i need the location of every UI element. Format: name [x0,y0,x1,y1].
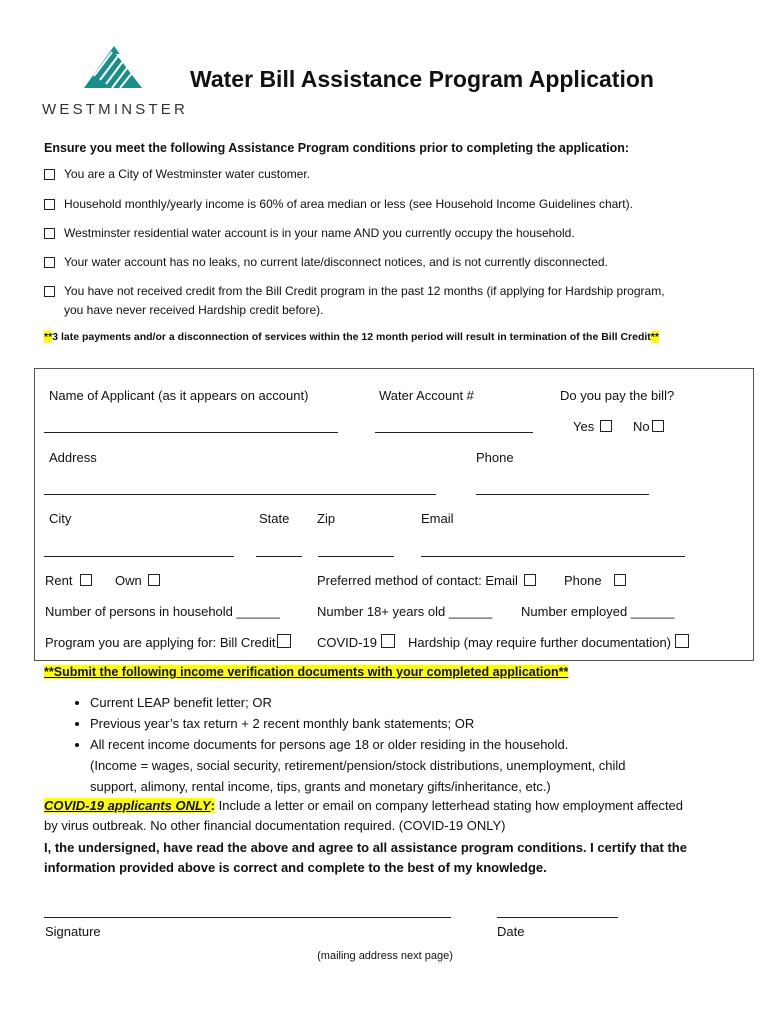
submit-documents-header [44,665,568,679]
signature-field[interactable] [44,917,451,918]
account-number-label: Water Account # [379,388,474,403]
own-option [115,573,160,588]
covid-label: COVID-19 [317,635,377,650]
checkbox[interactable] [44,257,55,268]
date-label: Date [497,924,525,939]
covid-note [44,796,744,836]
email-field[interactable] [421,556,685,557]
hardship-label: Hardship (may require further documentation) [408,635,672,650]
covid-note-text: Include a letter or email on company letterhead stating how employment affected [214,798,684,813]
state-field[interactable] [256,556,302,557]
own-checkbox[interactable] [148,574,160,586]
list-item: • Previous year’s tax return + 2 recent monthly bank statements; OR [90,713,770,734]
yes-option [573,419,612,434]
condition-item [44,227,575,243]
no-checkbox[interactable] [652,420,664,432]
condition-text: You have not received credit from the Bill Credit program in the past 12 months (if applying for Hardship program, [64,284,665,298]
conditions-header: Ensure you meet the following Assistance Program conditions prior to completing the application: [44,141,630,155]
covid-note-label: COVID-19 applicants ONLY [44,798,211,813]
signature-label: Signature [45,924,101,939]
yes-checkbox[interactable] [600,420,612,432]
applicant-name-field[interactable] [44,432,338,433]
household-persons-field[interactable]: Number of persons in household ______ [45,604,280,619]
city-field[interactable] [44,556,234,557]
termination-warning [44,331,659,343]
list-item-text-cont: support, alimony, rental income, tips, grants and monetary gifts/inheritance, etc.) [90,779,551,794]
email-label: Email [421,511,454,526]
bill-credit-checkbox[interactable] [277,634,291,648]
own-label: Own [115,573,142,588]
condition-text: Your water account has no leaks, no current late/disconnect notices, and is not currently disconnected. [64,255,608,269]
list-item: • Current LEAP benefit letter; OR [90,692,770,713]
hardship-checkbox[interactable] [675,634,689,648]
checkbox[interactable] [44,286,55,297]
phone-label: Phone [476,450,514,465]
checkbox[interactable] [44,228,55,239]
city-label: City [49,511,72,526]
condition-text-cont: you have never received Hardship credit before). [64,303,324,317]
westminster-logo [42,46,192,121]
address-label: Address [49,450,97,465]
contact-phone-label: Phone [564,573,602,588]
certify-line-2: information provided above is correct and complete to the best of my knowledge. [44,860,547,875]
program-bill-credit-option [45,634,291,650]
state-label: State [259,511,290,526]
zip-field[interactable] [318,556,394,557]
certification-statement [44,838,744,878]
checkbox[interactable] [44,199,55,210]
no-label: No [633,419,650,434]
condition-text: Household monthly/yearly income is 60% of area median or less (see Household Income Guidelines chart). [64,197,633,211]
zip-label: Zip [317,511,336,526]
covid-note-colon: : [210,798,215,813]
contact-method-option [317,573,536,588]
rent-label: Rent [45,573,73,588]
program-label: Program you are applying for: Bill Credit [45,635,276,650]
condition-item [44,285,665,320]
documents-list [44,692,770,797]
list-item-text: All recent income documents for persons age 18 or older residing in the household. [90,737,569,752]
condition-item [44,256,608,272]
condition-text: You are a City of Westminster water customer. [64,167,311,181]
contact-email-checkbox[interactable] [524,574,536,586]
employed-count-field[interactable]: Number employed ______ [521,604,675,619]
list-item [90,734,770,797]
certify-line-1: I, the undersigned, have read the above and agree to all assistance program conditions. I certify that the [44,840,687,855]
logo-wordmark: WESTMINSTER [42,101,189,118]
covid-checkbox[interactable] [381,634,395,648]
submit-header-text: **Submit the following income verification documents with your completed application** [44,665,569,679]
adults-count-field[interactable]: Number 18+ years old ______ [317,604,493,619]
warning-stars-open: ** [44,331,53,343]
applicant-name-label: Name of Applicant (as it appears on account) [49,388,309,403]
contact-phone-option [564,573,626,588]
phone-field[interactable] [476,494,649,495]
rent-option [45,573,92,588]
rent-checkbox[interactable] [80,574,92,586]
program-hardship-option [408,634,689,650]
page-title: Water Bill Assistance Program Application [190,66,654,92]
program-covid-option [317,634,395,650]
contact-phone-checkbox[interactable] [614,574,626,586]
pay-bill-label: Do you pay the bill? [560,388,675,403]
contact-method-label: Preferred method of contact: Email [317,573,518,588]
condition-text: Westminster residential water account is in your name AND you currently occupy the household. [64,226,575,240]
logo-mark-icon [84,46,194,96]
covid-note-text-cont: by virus outbreak. No other financial documentation required. (COVID-19 ONLY) [44,818,506,833]
condition-item [44,198,633,214]
condition-item [44,168,310,184]
footer-note: (mailing address next page) [317,950,453,962]
address-field[interactable] [44,494,436,495]
list-item-text-cont: (Income = wages, social security, retirement/pension/stock distributions, unemployment, child [90,758,626,773]
no-option [633,419,664,434]
warning-stars-close: ** [650,331,659,343]
account-number-field[interactable] [375,432,533,433]
checkbox[interactable] [44,169,55,180]
warning-text: 3 late payments and/or a disconnection of services within the 12 month period will result in termination of the Bill Credit [52,331,651,343]
yes-label: Yes [573,419,595,434]
date-field[interactable] [497,917,618,918]
